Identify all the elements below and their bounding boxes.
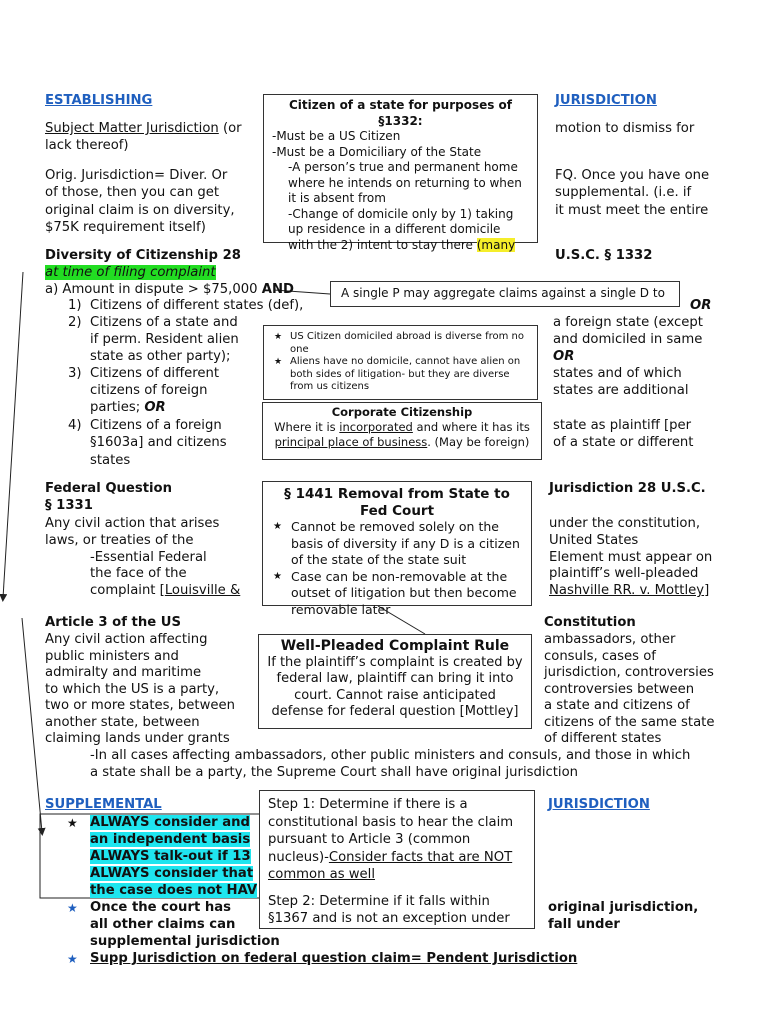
aggregate-text: A single P may aggregate claims against a single D to — [341, 286, 665, 300]
amb-line-2: consuls, cases of — [544, 649, 656, 664]
smj-line — [45, 121, 242, 138]
citizen-line-2: -Must be a Domiciliary of the State — [272, 144, 482, 159]
list-num-1: 1) — [68, 298, 82, 313]
well-pleaded-title: Well-Pleaded Complaint Rule — [280, 638, 510, 654]
amount-text: a) Amount in dispute > $75,000 — [45, 282, 262, 297]
removal-item-1 — [271, 519, 523, 569]
amb-line-1: ambassadors, other — [544, 632, 676, 647]
louisville-link[interactable]: Louisville & — [164, 583, 241, 598]
corporate-body — [269, 420, 535, 450]
corporate-ppb: principal place of business — [274, 435, 428, 449]
list-4-line-2: §1603a] and citizens — [90, 435, 227, 450]
citizen-box — [263, 94, 538, 252]
art3-line-8: -In all cases affecting ambassadors, other public ministers and consuls, and those in which — [90, 748, 691, 763]
step-1 — [268, 796, 526, 884]
orig-line-4: $75K requirement itself) — [45, 220, 206, 235]
step-1-text: Step 1: Determine if there is a constitutional basis to hear the claim pursuant to Article 3 (common nucleus)- — [268, 797, 514, 865]
star-icon: ★ — [274, 332, 283, 342]
step-2: Step 2: Determine if it falls within §1367 and is not an exception under — [268, 893, 510, 926]
list-4-line-3: states — [90, 453, 131, 468]
motion-to-dismiss: motion to dismiss for — [555, 121, 695, 136]
citizen-line-3: -A person’s true and permanent home where he intends on returning to when it is absent from — [288, 160, 522, 205]
amb-line-3: jurisdiction, controversies — [544, 665, 714, 680]
once-line-1: Once the court has — [90, 900, 231, 915]
star-icon: ★ — [67, 901, 78, 915]
diversity-heading: Diversity of Citizenship 28 — [45, 248, 241, 263]
or-2: OR — [553, 349, 575, 364]
original-jurisdiction: original jurisdiction, — [548, 900, 699, 915]
amb-line-6: citizens of the same state — [544, 715, 715, 730]
fq-line-2: laws, or treaties of the — [45, 533, 194, 548]
art3-line-2: public ministers and — [45, 649, 179, 664]
jurisdiction-heading-1: JURISDICTION — [555, 93, 657, 108]
supp-line-4: ALWAYS consider that — [90, 866, 254, 881]
amount-line — [45, 282, 294, 299]
steps-box — [259, 790, 535, 929]
corporate-mid: and where it has its — [412, 420, 530, 434]
list-3-or: OR — [144, 400, 166, 415]
list-2-line-2: if perm. Resident alien — [90, 332, 239, 347]
removal-item-2 — [271, 569, 523, 619]
citizen-highlight: (many — [476, 237, 516, 252]
list-3-tail: parties; — [90, 400, 145, 415]
art3-line-3: admiralty and maritime — [45, 665, 202, 680]
supp-line-3: ALWAYS talk-out if 13 — [90, 849, 251, 864]
list-2-line-3: state as other party); — [90, 349, 231, 364]
fq-line-4: the face of the — [90, 566, 187, 581]
art3-line-6: another state, between — [45, 715, 200, 730]
corporate-post: . (May be foreign) — [427, 435, 530, 449]
star-icon: ★ — [274, 357, 283, 367]
list-num-2: 2) — [68, 315, 82, 330]
and-text: AND — [261, 282, 294, 297]
orig-line-2: of those, then you can get — [45, 185, 220, 200]
list-3-line-3 — [90, 400, 166, 417]
arrow-line-2 — [22, 618, 42, 832]
plaintiff-2: of a state or different — [553, 435, 694, 450]
supp-line-2: an independent basis — [90, 832, 251, 847]
plaintiff-1: state as plaintiff [per — [553, 418, 692, 433]
corporate-box — [262, 402, 542, 460]
removal-title: § 1441 Removal from State to Fed Court — [284, 486, 510, 519]
aggregate-box — [330, 281, 680, 307]
art3-line-7: claiming lands under grants — [45, 731, 230, 746]
star-icon: ★ — [67, 816, 78, 830]
orig-line-1: Orig. Jurisdiction= Diver. Or — [45, 168, 228, 183]
under-constitution: under the constitution, — [549, 516, 701, 531]
pendent-jurisdiction: Supp Jurisdiction on federal question claim= Pendent Jurisdiction — [90, 951, 578, 966]
domicile-box — [263, 325, 538, 400]
fq-heading-1: Federal Question — [45, 481, 172, 496]
well-pleaded-text: plaintiff’s well-pleaded — [549, 566, 699, 581]
domicile-item-2 — [270, 356, 531, 394]
domicile-item-1 — [270, 331, 531, 356]
meet-entire: it must meet the entire — [555, 203, 709, 218]
art3-line-1: Any civil action affecting — [45, 632, 208, 647]
corporate-pre: Where it is — [274, 420, 340, 434]
united-states: United States — [549, 533, 639, 548]
corporate-incorporated: incorporated — [339, 420, 413, 434]
smj-rest: (or — [218, 121, 242, 136]
fq-line-1: Any civil action that arises — [45, 516, 220, 531]
establishing-heading: ESTABLISHING — [45, 93, 153, 108]
fq-line-3: -Essential Federal — [90, 550, 207, 565]
states-additional: states are additional — [553, 383, 689, 398]
removal-box — [262, 481, 532, 617]
foreign-1: a foreign state (except — [553, 315, 703, 330]
list-2-line-1: Citizens of a state and — [90, 315, 238, 330]
lack-thereof: lack thereof) — [45, 138, 129, 153]
well-pleaded-box — [258, 634, 532, 729]
bracket: ] — [704, 583, 710, 598]
star-icon: ★ — [273, 521, 282, 532]
list-num-4: 4) — [68, 418, 82, 433]
domicile-text-1: US Citizen domiciled abroad is diverse from no one — [290, 331, 525, 355]
art3-line-5: two or more states, between — [45, 698, 235, 713]
list-4-line-1: Citizens of a foreign — [90, 418, 222, 433]
fq-heading-2: § 1331 — [45, 498, 93, 513]
fall-under: fall under — [548, 917, 620, 932]
citizen-line-1: -Must be a US Citizen — [272, 129, 401, 143]
arrow-line-1 — [3, 272, 23, 598]
star-icon: ★ — [273, 570, 282, 582]
filing-highlight: at time of filing complaint — [45, 265, 216, 280]
states-which: states and of which — [553, 366, 682, 381]
citizen-box-title: Citizen of a state for purposes of §1332: — [288, 98, 513, 128]
nashville-link[interactable]: Nashville RR. v. Mottley — [549, 583, 705, 598]
citizen-line-4 — [272, 207, 529, 254]
amb-line-5: a state and citizens of — [544, 698, 690, 713]
list-num-3: 3) — [68, 366, 82, 381]
usc-1332: U.S.C. § 1332 — [555, 248, 653, 263]
smj-link[interactable]: Subject Matter Jurisdiction — [45, 121, 219, 136]
once-line-2: all other claims can — [90, 917, 236, 932]
domicile-text-2: Aliens have no domicile, cannot have alien on both sides of litigation- but they are diverse from us citizens — [290, 356, 521, 392]
art3-line-9: a state shall be a party, the Supreme Court shall have original jurisdiction — [90, 765, 579, 780]
fq-line-5 — [90, 583, 240, 600]
supplemental-heading: SUPPLEMENTAL — [45, 797, 162, 812]
removal-text-1: Cannot be removed solely on the basis of diversity if any D is a citizen of the state of the state suit — [291, 519, 520, 567]
jurisdiction-heading-2: JURISDICTION — [548, 797, 650, 812]
star-icon: ★ — [67, 952, 78, 966]
removal-text-2: Case can be non-removable at the outset of litigation but then become removable later — [291, 568, 517, 617]
supp-line-1: ALWAYS consider and — [90, 815, 250, 830]
citizen-line-4-text: -Change of domicile only by 1) taking up residence in a different domicile with the 2) intent to stay there — [288, 206, 514, 252]
once-line-3: supplemental jurisdiction — [90, 934, 280, 949]
supplemental-ie: supplemental. (i.e. if — [555, 185, 692, 200]
list-1-line-1: Citizens of different states (def), — [90, 298, 304, 313]
list-3-line-1: Citizens of different — [90, 366, 220, 381]
corporate-title: Corporate Citizenship — [331, 405, 473, 419]
orig-line-3: original claim is on diversity, — [45, 203, 235, 218]
juris-usc: Jurisdiction 28 U.S.C. — [549, 481, 706, 496]
amb-line-7: of different states — [544, 731, 662, 746]
art3-line-4: to which the US is a party, — [45, 682, 220, 697]
well-pleaded-body: If the plaintiff’s complaint is created by federal law, plaintiff can bring it into court. Cannot raise anticipated defense for federal question [Mottley] — [267, 654, 523, 719]
nashville-line — [549, 583, 709, 600]
foreign-2: and domiciled in same — [553, 332, 703, 347]
supp-line-5: the case does not HAV — [90, 883, 258, 898]
constitution-heading: Constitution — [544, 615, 636, 630]
amb-line-4: controversies between — [544, 682, 695, 697]
art3-heading: Article 3 of the US — [45, 615, 181, 630]
step-1-underlined: Consider facts that are NOT common as well — [268, 849, 513, 882]
element-appear: Element must appear on — [549, 550, 713, 565]
fq-once: FQ. Once you have one — [555, 168, 710, 183]
or-1: OR — [690, 298, 712, 313]
list-3-line-2: citizens of foreign — [90, 383, 208, 398]
fq-complaint: complaint [ — [90, 583, 165, 598]
